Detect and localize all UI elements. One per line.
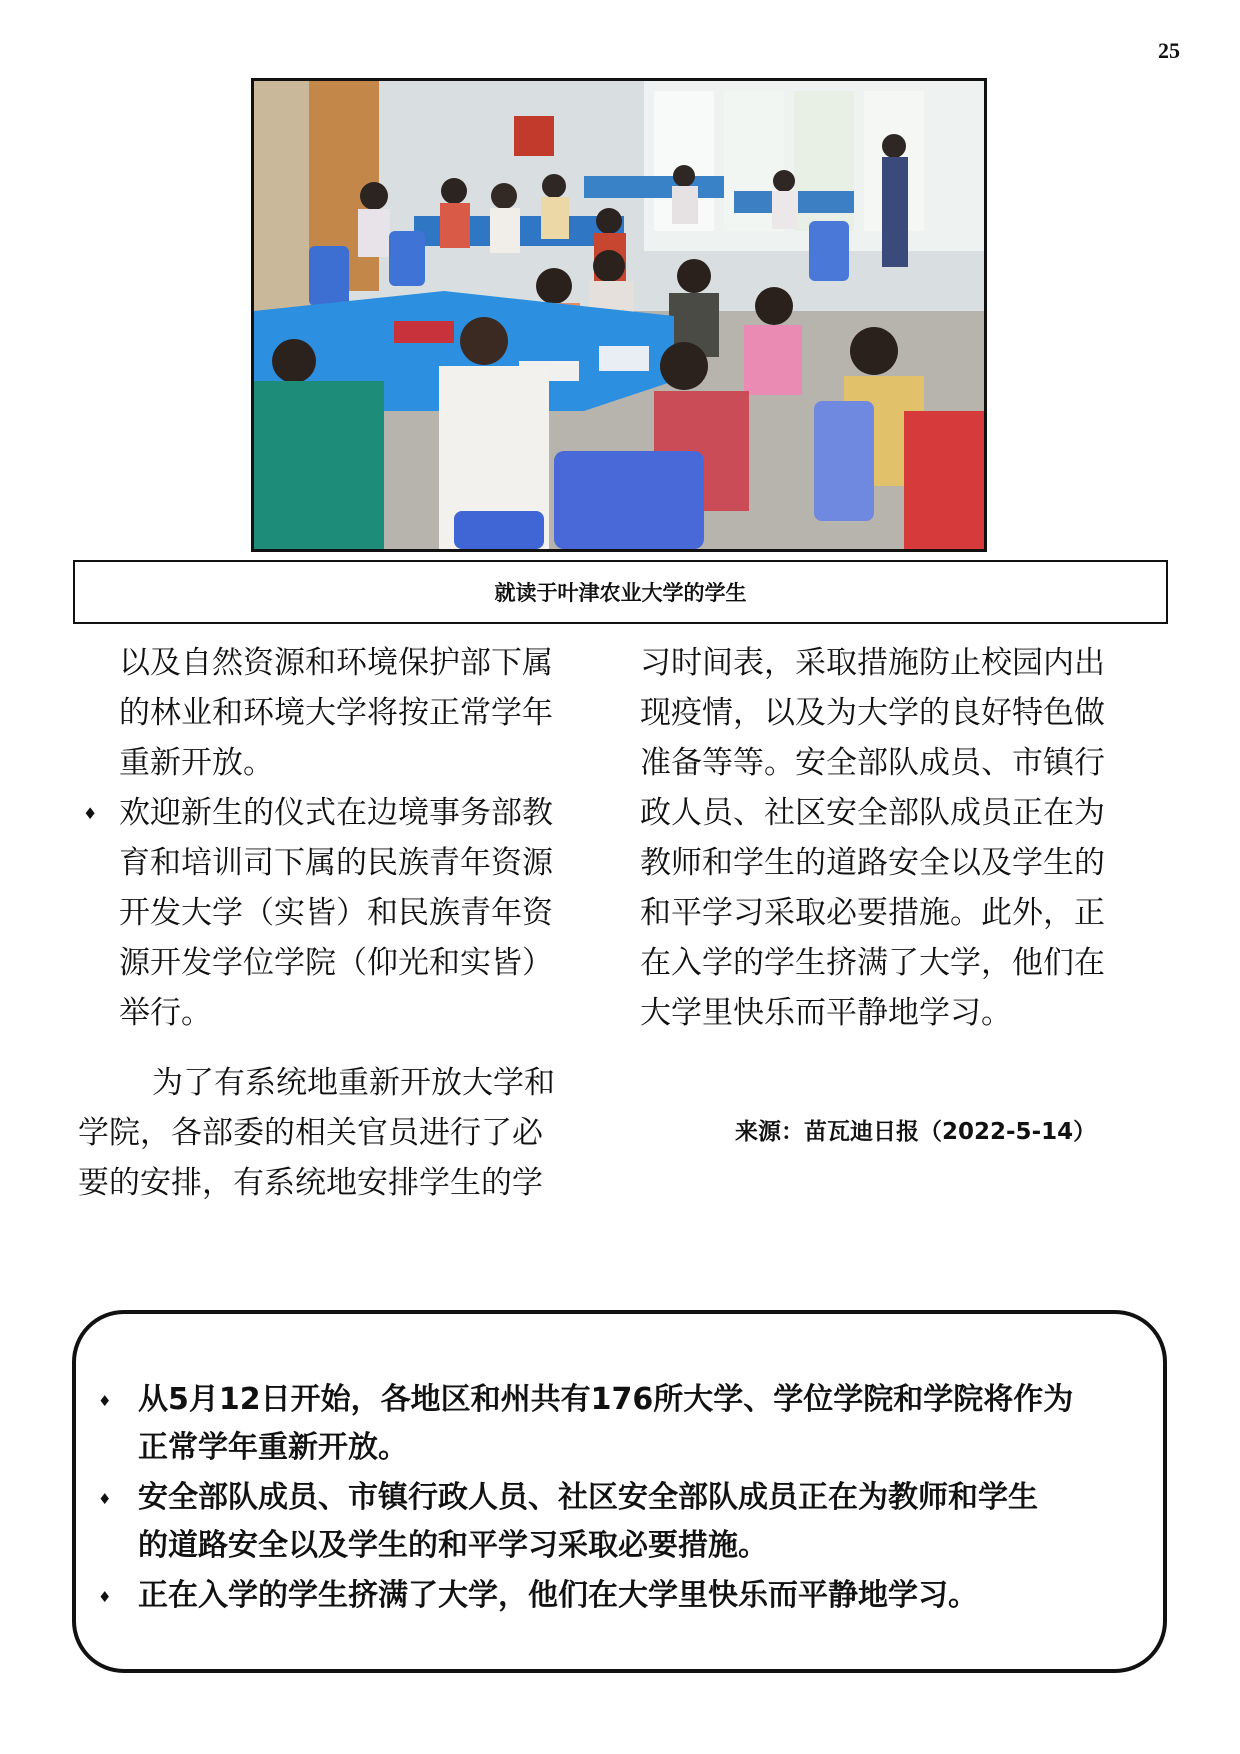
- text-line: 和平学习采取必要措施。此外，正: [640, 895, 1105, 931]
- text-line: 开发大学（实皆）和民族青年资: [119, 895, 553, 931]
- page-number: 25: [1158, 38, 1180, 63]
- text-line: 举行。: [119, 995, 212, 1031]
- summary-line: 正常学年重新开放。: [138, 1430, 408, 1465]
- text-line: 习时间表，采取措施防止校园内出: [640, 645, 1105, 681]
- left-column: [78, 638, 603, 1208]
- summary-line: 从5月12日开始，各地区和州共有176所大学、学位学院和学院将作为: [138, 1382, 1074, 1417]
- photo-caption: 就读于叶津农业大学的学生: [73, 560, 1168, 624]
- text-line: 以及自然资源和环境保护部下属: [119, 645, 553, 681]
- diamond-bullet-icon: ♦: [83, 804, 98, 823]
- diamond-bullet-icon: ♦: [98, 1392, 112, 1410]
- text-line: 学院，各部委的相关官员进行了必: [78, 1115, 543, 1151]
- text-line: 在入学的学生挤满了大学，他们在: [640, 945, 1105, 981]
- text-line: 准备等等。安全部队成员、市镇行: [640, 745, 1105, 781]
- text-line: 教师和学生的道路安全以及学生的: [640, 845, 1105, 881]
- text-line: 欢迎新生的仪式在边境事务部教: [119, 795, 553, 831]
- right-column: [640, 638, 1168, 1038]
- text-line: 的林业和环境大学将按正常学年: [119, 695, 553, 731]
- continuation-paragraph: [78, 638, 603, 788]
- text-line: 现疫情，以及为大学的良好特色做: [640, 695, 1105, 731]
- text-line: 大学里快乐而平静地学习。: [640, 995, 1012, 1031]
- text-line: 要的安排，有系统地安排学生的学: [78, 1165, 543, 1201]
- bullet-welcome-ceremony: [78, 788, 603, 1038]
- summary-box: [72, 1310, 1167, 1673]
- text-line: 育和培训司下属的民族青年资源: [119, 845, 553, 881]
- text-line: 源开发学位学院（仰光和实皆）: [119, 945, 553, 981]
- reopening-paragraph: [78, 1058, 603, 1208]
- summary-line: 安全部队成员、市镇行政人员、社区安全部队成员正在为教师和学生: [138, 1480, 1038, 1515]
- text-line: 重新开放。: [119, 745, 274, 781]
- photo-students-studying: [251, 78, 987, 552]
- summary-item: [98, 1376, 1133, 1472]
- photo-illustration: [254, 81, 984, 549]
- summary-item: [98, 1474, 1133, 1570]
- diamond-bullet-icon: ♦: [98, 1588, 112, 1606]
- text-line: 政人员、社区安全部队成员正在为: [640, 795, 1105, 831]
- diamond-bullet-icon: ♦: [98, 1490, 112, 1508]
- summary-line: 正在入学的学生挤满了大学，他们在大学里快乐而平静地学习。: [138, 1578, 978, 1613]
- source-citation: 来源：苗瓦迪日报（2022-5-14）: [735, 1119, 1097, 1145]
- text-line: 为了有系统地重新开放大学和: [152, 1065, 555, 1101]
- summary-line: 的道路安全以及学生的和平学习采取必要措施。: [138, 1528, 768, 1563]
- summary-item: [98, 1572, 1133, 1620]
